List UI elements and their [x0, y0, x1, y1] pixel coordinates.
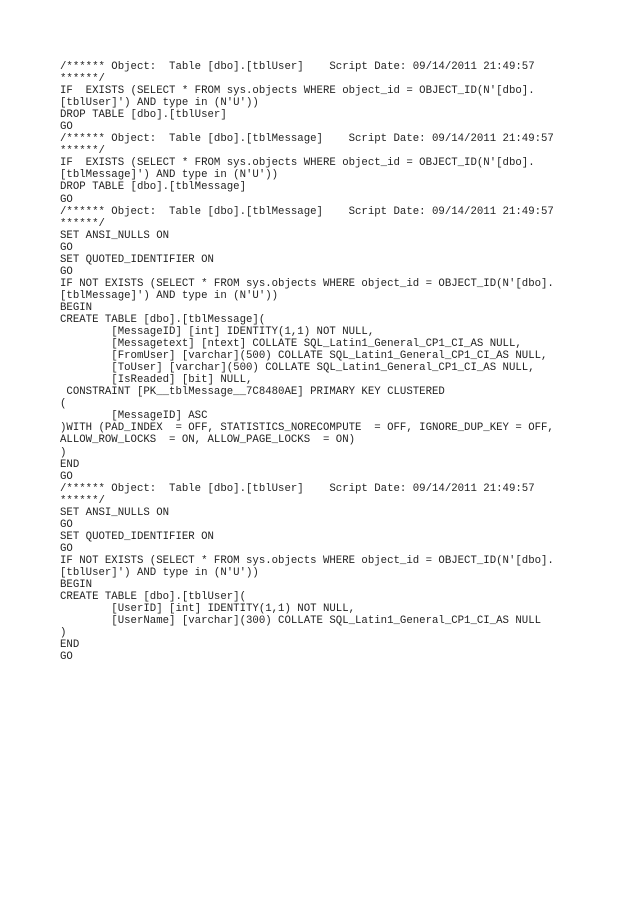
code-line: [ToUser] [varchar](500) COLLATE SQL_Latin1_General_CP1_CI_AS NULL,: [60, 362, 535, 375]
code-line: [tblUser]') AND type in (N'U')): [60, 566, 259, 579]
code-line: GO: [60, 470, 73, 483]
code-line: [tblMessage]') AND type in (N'U')): [60, 169, 279, 182]
code-line: [UserID] [int] IDENTITY(1,1) NOT NULL,: [60, 603, 356, 616]
code-line: GO: [60, 265, 73, 278]
code-line: ******/: [60, 217, 105, 230]
code-line: ): [60, 446, 67, 459]
code-line: GO: [60, 121, 73, 134]
code-line: (: [60, 398, 67, 411]
code-line: IF EXISTS (SELECT * FROM sys.objects WHERE object_id = OBJECT_ID(N'[dbo].: [60, 157, 535, 170]
code-line: ALLOW_ROW_LOCKS = ON, ALLOW_PAGE_LOCKS = ON): [60, 434, 356, 447]
code-line: CREATE TABLE [dbo].[tblMessage](: [60, 313, 266, 326]
code-line: CREATE TABLE [dbo].[tblUser](: [60, 591, 246, 604]
code-line: [IsReaded] [bit] NULL,: [60, 374, 253, 387]
code-line: [UserName] [varchar](300) COLLATE SQL_Latin1_General_CP1_CI_AS NULL: [60, 615, 542, 628]
code-line: GO: [60, 518, 73, 531]
code-line: [FromUser] [varchar](500) COLLATE SQL_Latin1_General_CP1_CI_AS NULL,: [60, 350, 548, 363]
code-line: SET ANSI_NULLS ON: [60, 229, 170, 242]
code-line: GO: [60, 651, 73, 664]
code-line: GO: [60, 193, 73, 206]
code-line: [Messagetext] [ntext] COLLATE SQL_Latin1_General_CP1_CI_AS NULL,: [60, 338, 522, 351]
code-line: ******/: [60, 145, 105, 158]
code-line: [tblUser]') AND type in (N'U')): [60, 97, 259, 110]
code-line: BEGIN: [60, 301, 93, 314]
code-line: )WITH (PAD_INDEX = OFF, STATISTICS_NORECOMPUTE = OFF, IGNORE_DUP_KEY = OFF,: [60, 422, 554, 435]
code-line: DROP TABLE [dbo].[tblMessage]: [60, 181, 246, 194]
code-line: GO: [60, 241, 73, 254]
code-line: /****** Object: Table [dbo].[tblUser] Script Date: 09/14/2011 21:49:57: [60, 482, 535, 495]
code-line: [MessageID] ASC: [60, 410, 208, 423]
code-line: ******/: [60, 494, 105, 507]
code-line: [MessageID] [int] IDENTITY(1,1) NOT NULL,: [60, 326, 375, 339]
code-line: END: [60, 639, 80, 652]
code-line: SET QUOTED_IDENTIFIER ON: [60, 253, 214, 266]
code-line: SET ANSI_NULLS ON: [60, 506, 170, 519]
code-line: DROP TABLE [dbo].[tblUser]: [60, 109, 227, 122]
code-line: [tblMessage]') AND type in (N'U')): [60, 289, 279, 302]
code-line: CONSTRAINT [PK__tblMessage__7C8480AE] PRIMARY KEY CLUSTERED: [60, 386, 445, 399]
code-line: SET QUOTED_IDENTIFIER ON: [60, 530, 214, 543]
code-line: IF NOT EXISTS (SELECT * FROM sys.objects WHERE object_id = OBJECT_ID(N'[dbo].: [60, 277, 554, 290]
code-line: /****** Object: Table [dbo].[tblUser] Script Date: 09/14/2011 21:49:57: [60, 61, 535, 73]
code-line: /****** Object: Table [dbo].[tblMessage] Script Date: 09/14/2011 21:49:57: [60, 205, 554, 218]
code-line: IF EXISTS (SELECT * FROM sys.objects WHERE object_id = OBJECT_ID(N'[dbo].: [60, 85, 535, 98]
code-line: ): [60, 627, 67, 640]
code-line: BEGIN: [60, 579, 93, 592]
code-line: /****** Object: Table [dbo].[tblMessage] Script Date: 09/14/2011 21:49:57: [60, 133, 554, 146]
code-line: IF NOT EXISTS (SELECT * FROM sys.objects WHERE object_id = OBJECT_ID(N'[dbo].: [60, 554, 554, 567]
code-line: ******/: [60, 73, 105, 86]
code-line: END: [60, 458, 80, 471]
sql-script-text: [60, 61, 554, 663]
code-line: GO: [60, 542, 73, 555]
